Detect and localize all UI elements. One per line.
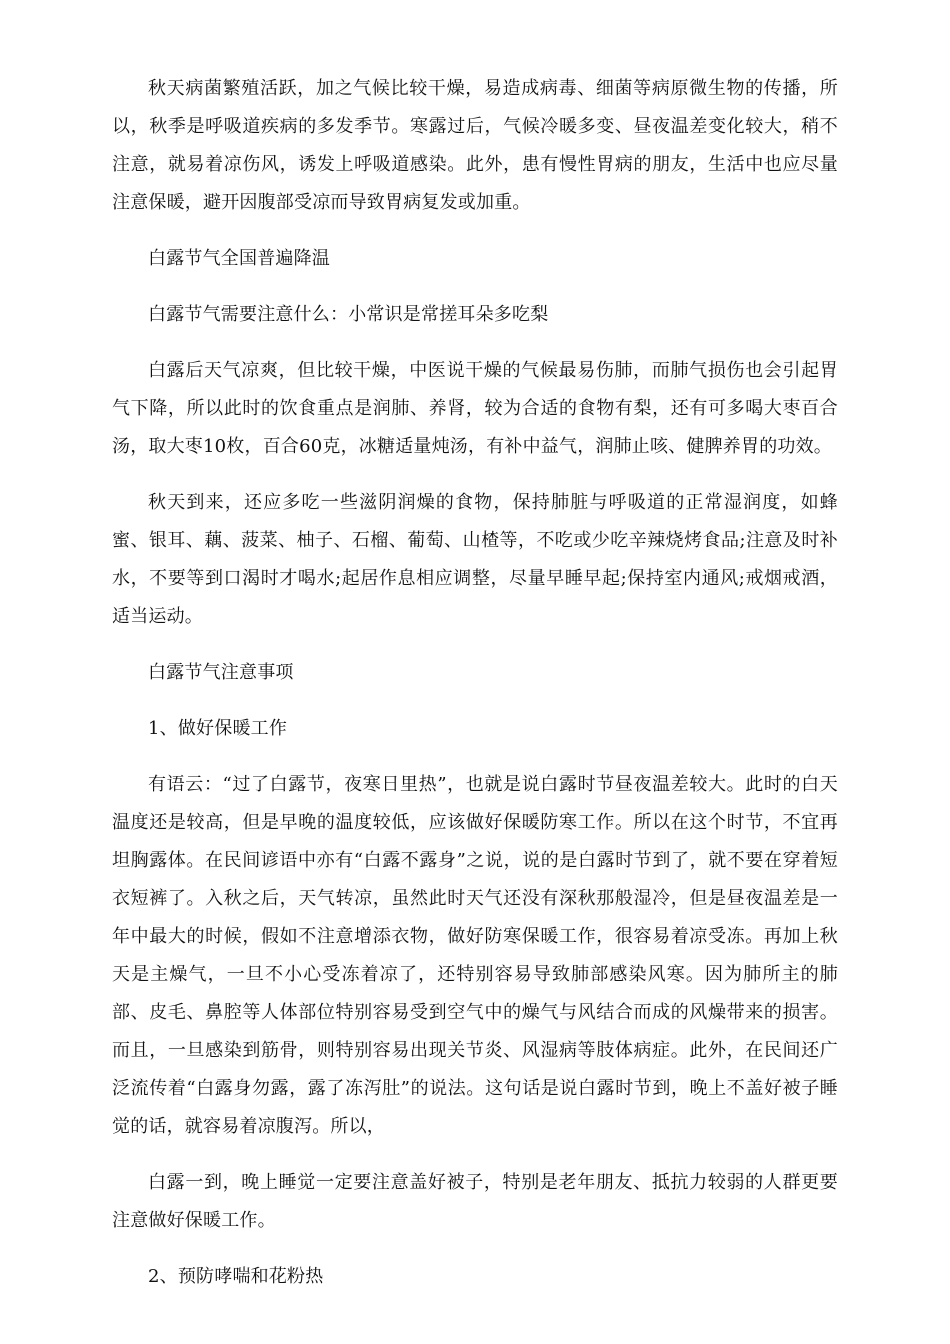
paragraph-autumn-respiratory: 秋天病菌繁殖活跃，加之气候比较干燥，易造成病毒、细菌等病原微生物的传播，所以，秋季是呼吸道疾病的多发季节。寒露过后，气候冷暖多变、昼夜温差变化较大，稍不注意，就易着凉伤风，诱发上呼吸道感染。此外，患有慢性胃病的朋友，生活中也应尽量注意保暖，避开因腹部受凉而导致胃病复发或加重。 xyxy=(112,78,838,213)
heading-asthma-hayfever: 2、预防哮喘和花粉热 xyxy=(148,1266,324,1287)
paragraph-diet-lung: 白露后天气凉爽，但比较干燥，中医说干燥的气候最易伤肺，而肺气损伤也会引起胃气下降，所以此时的饮食重点是润肺、养肾，较为合适的食物有梨，还有可多喝大枣百合汤，取大枣10枚，百合60克，冰糖适量炖汤，有补中益气，润肺止咳、健脾养胃的功效。 xyxy=(112,360,838,457)
paragraph-keep-warm-detail: 有语云：“过了白露节，夜寒日里热”，也就是说白露时节昼夜温差较大。此时的白天温度还是较高，但是早晚的温度较低，应该做好保暖防寒工作。所以在这个时节，不宜再坦胸露体。在民间谚语中亦有“白露不露身”之说，说的是白露时节到了，就不要在穿着短衣短裤了。入秋之后，天气转凉，虽然此时天气还没有深秋那般湿冷，但是昼夜温差是一年中最大的时候，假如不注意增添衣物，做好防寒保暖工作，很容易着凉受冻。再加上秋天是主燥气，一旦不小心受冻着凉了，还特别容易导致肺部感染风寒。因为肺所主的肺部、皮毛、鼻腔等人体部位特别容易受到空气中的燥气与风结合而成的风燥带来的损害。而且，一旦感染到筋骨，则特别容易出现关节炎、风湿病等肢体病症。此外，在民间还广泛流传着“白露身勿露，露了冻泻肚”的说法。这句话是说白露时节到，晚上不盖好被子睡觉的话，就容易着凉腹泻。所以， xyxy=(112,774,838,1137)
heading-keep-warm: 1、做好保暖工作 xyxy=(148,718,288,739)
heading-precautions: 白露节气注意事项 xyxy=(148,662,294,683)
heading-nationwide-cooling: 白露节气全国普遍降温 xyxy=(148,248,330,269)
paragraph-night-blanket: 白露一到，晚上睡觉一定要注意盖好被子，特别是老年朋友、抵抗力较弱的人群更要注意做好保暖工作。 xyxy=(112,1172,838,1231)
heading-bailu-tips: 白露节气需要注意什么：小常识是常搓耳朵多吃梨 xyxy=(148,304,549,325)
paragraph-moisturizing-food: 秋天到来，还应多吃一些滋阴润燥的食物，保持肺脏与呼吸道的正常湿润度，如蜂蜜、银耳、藕、菠菜、柚子、石榴、葡萄、山楂等，不吃或少吃辛辣烧烤食品;注意及时补水，不要等到口渴时才喝水;起居作息相应调整，尽量早睡早起;保持室内通风;戒烟戒酒，适当运动。 xyxy=(112,492,838,627)
